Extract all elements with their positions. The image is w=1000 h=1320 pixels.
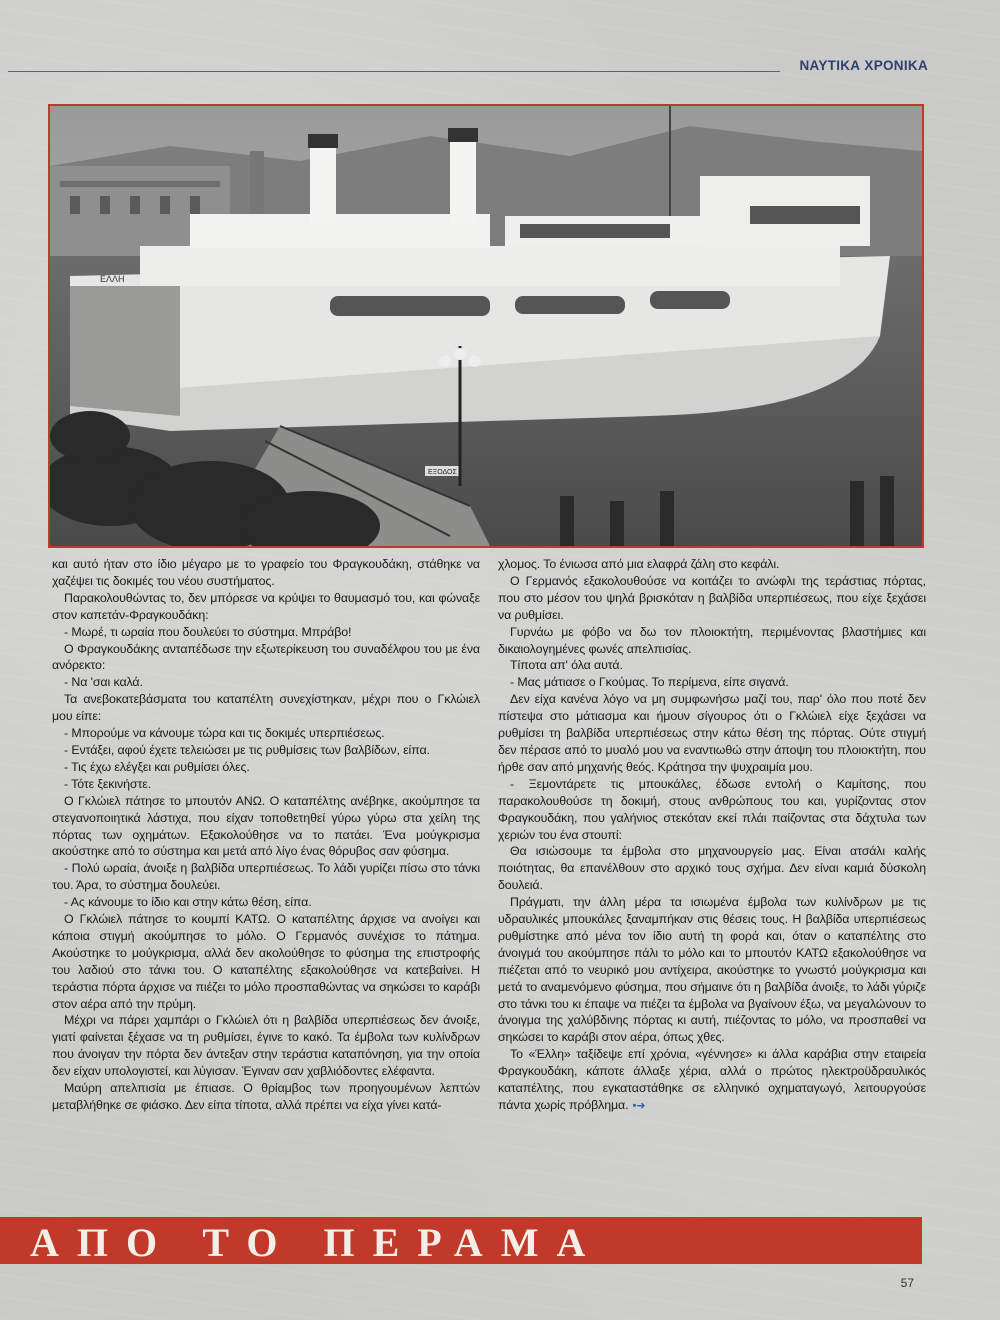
paragraph: Μαύρη απελπισία με έπιασε. Ο θρίαμβος των προηγουμένων λεπτών μεταβλήθηκε σε φιάσκο. Δεν είπα τίποτα, αλλά πρέπει να είχα γίνει κατά-: [52, 1081, 480, 1112]
ship-photo: [48, 104, 924, 548]
paragraph: Θα ισιώσουμε τα έμβολα στο μηχανουργείο μας. Είναι ατσάλι καλής ποιότητας, θα επανέλθουν στο αρχικό τους σχήμα. Δεν είναι καμιά δύσκολη δουλειά.: [498, 844, 926, 893]
paragraph: - Μας μάτιασε ο Γκούμας. Το περίμενα, είπε σιγανά.: [510, 675, 789, 690]
paragraph: - Εντάξει, αφού έχετε τελειώσει με τις ρυθμίσεις των βαλβίδων, είπα.: [64, 742, 430, 757]
paragraph: - Ας κάνουμε το ίδιο και στην κάτω θέση, είπα.: [64, 895, 312, 910]
paragraph: Γυρνάω με φόβο να δω τον πλοιοκτήτη, περιμένοντας βλαστήμιες και δικαιολογημένες φωνές απελπισίας.: [498, 624, 926, 656]
ship-photo-illustration: [50, 106, 922, 546]
paragraph: - Πολύ ωραία, άνοιξε η βαλβίδα υπερπιέσεως. Το λάδι γυρίζει πίσω στο τάνκι του. Άρα, το σύστημα δουλεύει.: [52, 861, 480, 893]
paragraph-final: [498, 1046, 926, 1115]
paragraph: Πράγματι, την άλλη μέρα τα ισιωμένα έμβολα των κυλίνδρων με τις υδραυλικές μπουκάλες ξαναμπήκαν στις θέσεις τους. Η βαλβίδα υπερπιέσεως ρυθμίστηκε από μένα τον ίδιο αυτή τη φορά και, όταν ο καταπέλτης στο άνοιγμά του ακούμπησε πάλι το μόλο και το μπουτόν ΚΑΤΩ εξακολούθησε να πιέζεται από το νευρικό μου αντίχειρα, ακούστηκε το γνωστό μούγκρισμα και μετά το αναμενόμενο φύσημα, που σήμαινε ότι η βαλβίδα άνοιξε, το λάδι γύριζε στο τάνκι του κι έπαψε να πιέζει τα έμβολα να βγαίνουν έξω, να μεγαλώνουν το άνοιγμα της χαλύβδινης πόρτας κι αυτή, πιέζοντας το μόλο, να προσπαθεί να σηκώσει το καράβι στον αέρα, όπως χθες.: [498, 895, 926, 1045]
paragraph-final-text: Το «Έλλη» ταξίδεψε επί χρόνια, «γέννησε» κι άλλα καράβια στην εταιρεία Φραγκουδάκη, κάποτε άλλαξε χέρια, αλλά ο πρώτος ηλεκτροϋδραυλικός καταπέλτης, που εγκαταστάθηκε σε ελληνικό οχηματαγωγό, λειτουργούσε πάντα χωρίς πρόβλημα.: [498, 1047, 926, 1112]
header-rule: [8, 71, 780, 72]
article-column-left: [52, 556, 480, 1114]
paragraph: χλομος. Το ένιωσα από μια ελαφρά ζάλη στο κεφάλι.: [498, 557, 780, 571]
article-column-right: [498, 556, 926, 1115]
paragraph: - Μωρέ, τι ωραία που δουλεύει το σύστημα. Μπράβο!: [64, 624, 352, 639]
paragraph: Ο Γκλώιελ πάτησε το μπουτόν ΑΝΩ. Ο καταπέλτης ανέβηκε, ακούμπησε τα στεγανοποιητικά λάστιχα, που είχαν τοποθετηθεί γύρω γύρω στα χείλη της πόρτας των οχημάτων. Εξακολούθησε να το πατάει. Ένα μούγκρισμα ακούστηκε από το σύστημα και μετά από λίγο ένας θόρυβος σαν φύσημα.: [52, 793, 480, 859]
paragraph: Δεν είχα κανένα λόγο να μη συμφωνήσω μαζί του, παρ' όλο που ποτέ δεν πίστεψα στο μάτιασμα και ήμουν σίγουρος ότι ο Γκλώιελ είχε ξεχάσει να ρυθμίσει τη βαλβίδα υπερπιέσεως στην κάτω θέση της πόρτας. Ούτε στιγμή δεν πέρασε από το μυαλό μου να εναντιωθώ στην άποψη του πλοιοκτήτη, που ήρθε σαν από μηχανής θεός. Κράτησα την ψυχραιμία μου.: [498, 692, 926, 774]
paragraph: - Τις έχω ελέγξει και ρυθμίσει όλες.: [64, 759, 250, 774]
paragraph: - Τότε ξεκινήστε.: [64, 776, 152, 791]
section-title: ΝΑΥΤΙΚΑ ΧΡΟΝΙΚΑ: [799, 58, 928, 73]
paragraph: και αυτό ήταν στο ίδιο μέγαρο με το γραφείο του Φραγκουδάκη, στάθηκε να χαζέψει τις δοκιμές του νέου συστήματος.: [52, 557, 480, 588]
ship-name-label: ΕΛΛΗ: [100, 274, 125, 284]
paragraph: - Μπορούμε να κάνουμε τώρα και τις δοκιμές υπερπιέσεως.: [64, 726, 385, 741]
end-arrow-icon: •➜: [632, 1100, 646, 1112]
paragraph: Παρακολουθώντας το, δεν μπόρεσε να κρύψει το θαυμασμό του, και φώναξε στον καπετάν-Φραγκουδάκη:: [52, 590, 480, 622]
paragraph: Τα ανεβοκατεβάσματα του καταπέλτη συνεχίστηκαν, μέχρι που ο Γκλώιελ μου είπε:: [52, 692, 480, 724]
paragraph: - Να 'σαι καλά.: [64, 675, 143, 690]
paragraph: Ο Φραγκουδάκης ανταπέδωσε την εξωτερίκευση του συναδέλφου του με ένα ανόρεκτο:: [52, 641, 480, 673]
gangway-sign: ΕΞΟΔΟΣ: [428, 469, 457, 476]
paragraph: Ο Γκλώιελ πάτησε το κουμπί ΚΑΤΩ. Ο καταπέλτης άρχισε να ανοίγει και κάποια στιγμή ακούμπησε το μόλο. Ο Γερμανός συνέχισε το πάτημα. Ακούστηκε το μούγκρισμα, αλλά δεν ακολούθησε το φύσημα της επιστροφής του λαδιού στο τάνκι του. Ο καταπέλτης εξακολούθησε να κατεβαίνει. Η τεράστια πόρτα άρχισε να πιέζει το μόλο προσπαθώντας να σηκώσει το καράβι στον αέρα από την πρύμη.: [52, 912, 480, 1011]
paragraph: - Ξεμοντάρετε τις μπουκάλες, έδωσε εντολή ο Καμίτσης, που παρακολουθούσε τη δοκιμή, στους ανθρώπους του και, γυρίζοντας στον Φραγκουδάκη, που γαλήνιος στεκόταν εκεί πλάι παίζοντας στα δάχτυλα των χεριών του ένα στουπί:: [498, 776, 926, 842]
page-number: 57: [900, 1276, 914, 1290]
section-banner-title: ΑΠΟ ΤΟ ΠΕΡΑΜΑ: [30, 1220, 604, 1265]
paragraph: Ο Γερμανός εξακολουθούσε να κοιτάζει το ανώφλι της τεράστιας πόρτας, που στο μέσον του ψηλά βρισκόταν η βαλβίδα υπερπιέσεως, που είχε ξεχάσει να ρυθμίσει.: [498, 573, 926, 622]
paragraph: Μέχρι να πάρει χαμπάρι ο Γκλώιελ ότι η βαλβίδα υπερπιέσεως δεν άνοιξε, γιατί φαίνεται ξέχασε να τη ρυθμίσει, έγινε το κακό. Τα έμβολα των κυλίνδρων που άνοιγαν την πόρτα δεν άντεξαν στην τεράστια καταπόνηση, για την οποία δεν είχαν υπολογιστεί, και λύγισαν. Έγιναν σαν χαβλιόδοντες ελέφαντα.: [52, 1013, 480, 1079]
paragraph: Τίποτα απ' όλα αυτά.: [510, 658, 623, 673]
